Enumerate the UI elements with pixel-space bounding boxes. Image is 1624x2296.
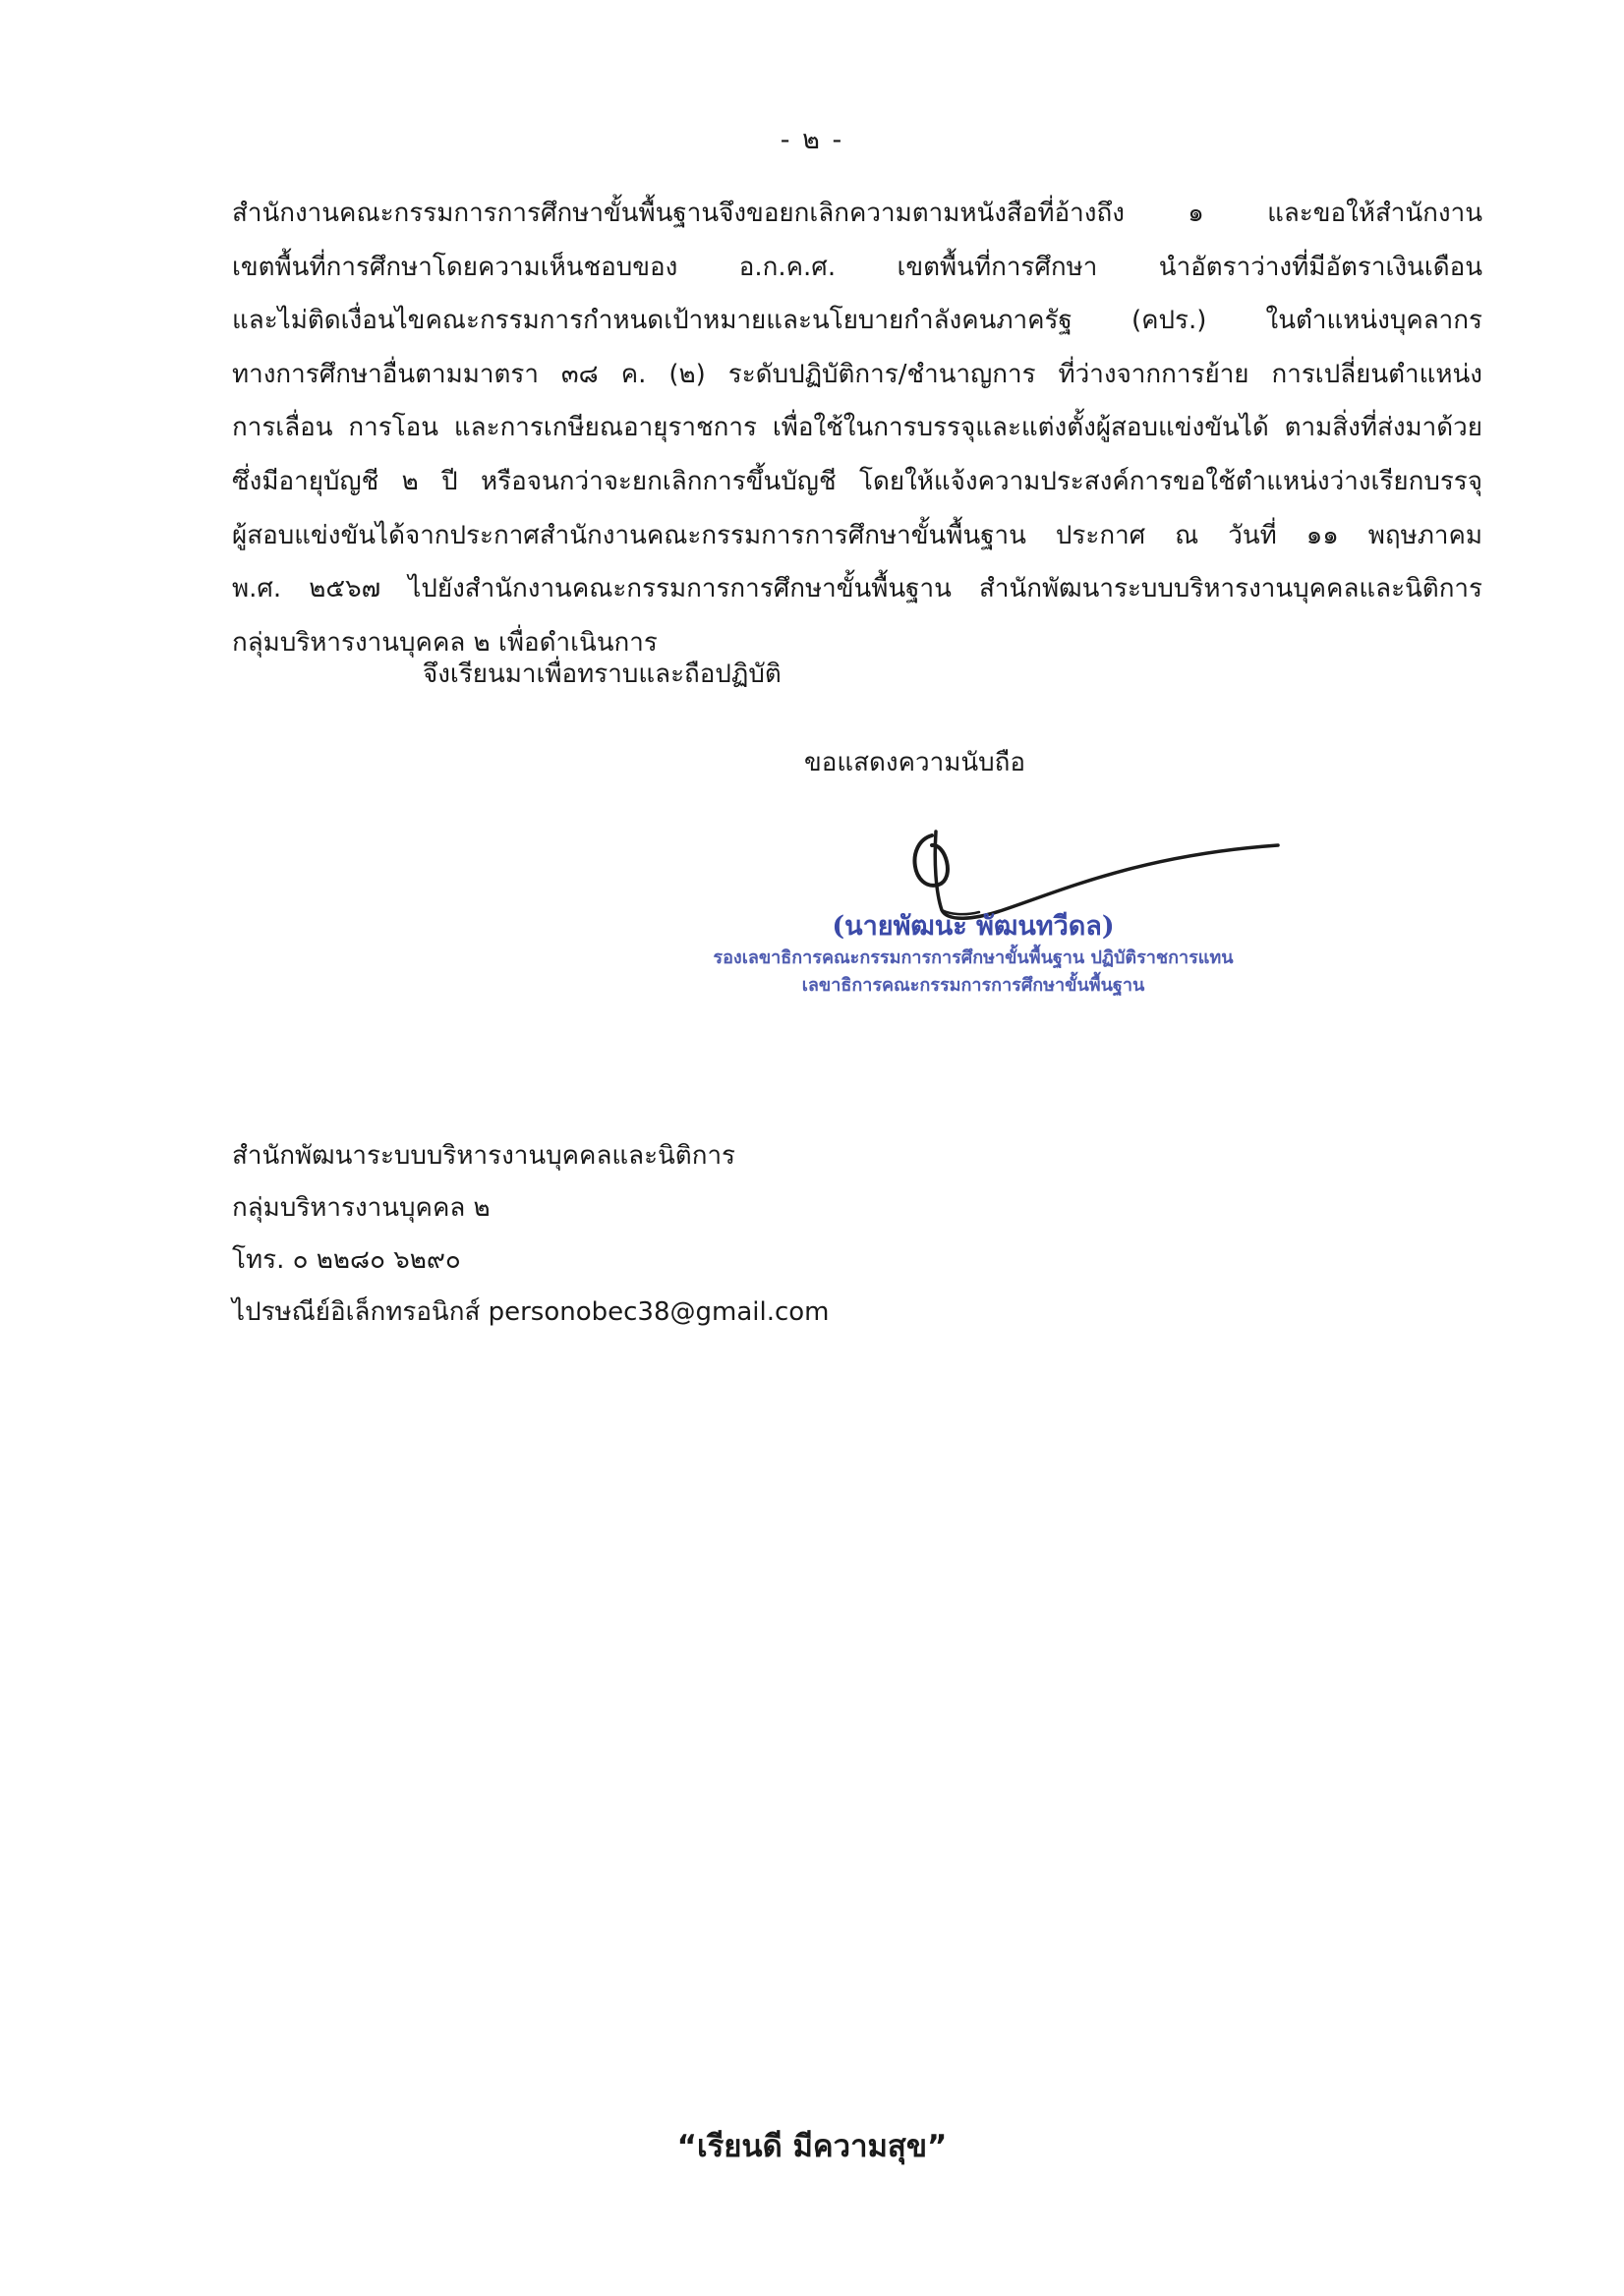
signatory-position-line2: เลขาธิการคณะกรรมการการศึกษาขั้นพื้นฐาน xyxy=(801,975,1145,996)
body-line: และไม่ติดเงื่อนไขคณะกรรมการกำหนดเป้าหมายและนโยบายกำลังคนภาครัฐ (คปร.) ในตำแหน่งบุคลากร xyxy=(232,306,1482,336)
body-line: ซึ่งมีอายุบัญชี ๒ ปี หรือจนกว่าจะยกเลิกการขึ้นบัญชี โดยให้แจ้งความประสงค์การขอใช้ตำแหน่งว่างเรียกบรรจุ xyxy=(232,466,1482,496)
motto: “เรียนดี มีความสุข” xyxy=(676,2129,948,2164)
contact-info xyxy=(232,1130,830,1339)
body-line: เขตพื้นที่การศึกษาโดยความเห็นชอบของ อ.ก.ค.ศ. เขตพื้นที่การศึกษา นำอัตราว่างที่มีอัตราเงินเดือน xyxy=(232,252,1482,282)
page-number: - ๒ - xyxy=(780,125,844,155)
body-paragraph xyxy=(232,187,1482,669)
contact-office: สำนักพัฒนาระบบบริหารงานบุคคลและนิติการ xyxy=(232,1141,736,1171)
closing-line: จึงเรียนมาเพื่อทราบและถือปฏิบัติ xyxy=(423,660,782,689)
contact-email: ไปรษณีย์อิเล็กทรอนิกส์ personobec38@gmail.com xyxy=(232,1297,830,1327)
salutation: ขอแสดงความนับถือ xyxy=(804,748,1025,777)
signatory-position-line1: รองเลขาธิการคณะกรรมการการศึกษาขั้นพื้นฐาน ปฏิบัติราชการแทน xyxy=(713,947,1234,968)
body-line: ผู้สอบแข่งขันได้จากประกาศสำนักงานคณะกรรมการการศึกษาขั้นพื้นฐาน ประกาศ ณ วันที่ ๑๑ พฤษภาคม xyxy=(232,520,1482,550)
body-line: กลุ่มบริหารงานบุคคล ๒ เพื่อดำเนินการ xyxy=(232,627,658,658)
signatory-name: (นายพัฒนะ พัฒนทวีดล) xyxy=(832,911,1115,942)
body-line: ทางการศึกษาอื่นตามมาตรา ๓๘ ค. (๒) ระดับปฏิบัติการ/ชำนาญการ ที่ว่างจากการย้าย การเปลี่ยนตำแหน่ง xyxy=(232,359,1482,389)
body-line: สำนักงานคณะกรรมการการศึกษาขั้นพื้นฐานจึงขอยกเลิกความตามหนังสือที่อ้างถึง ๑ และขอให้สำนักงาน xyxy=(232,199,1482,228)
body-line: พ.ศ. ๒๕๖๗ ไปยังสำนักงานคณะกรรมการการศึกษาขั้นพื้นฐาน สำนักพัฒนาระบบบริหารงานบุคคลและนิติการ xyxy=(232,574,1482,604)
contact-phone: โทร. ๐ ๒๒๘๐ ๖๒๙๐ xyxy=(232,1245,461,1275)
body-line: การเลื่อน การโอน และการเกษียณอายุราชการ เพื่อใช้ในการบรรจุและแต่งตั้งผู้สอบแข่งขันได้ ตามสิ่งที่ส่งมาด้วย xyxy=(232,413,1482,443)
signatory-stamp xyxy=(629,909,1317,1000)
contact-group: กลุ่มบริหารงานบุคคล ๒ xyxy=(232,1193,491,1223)
